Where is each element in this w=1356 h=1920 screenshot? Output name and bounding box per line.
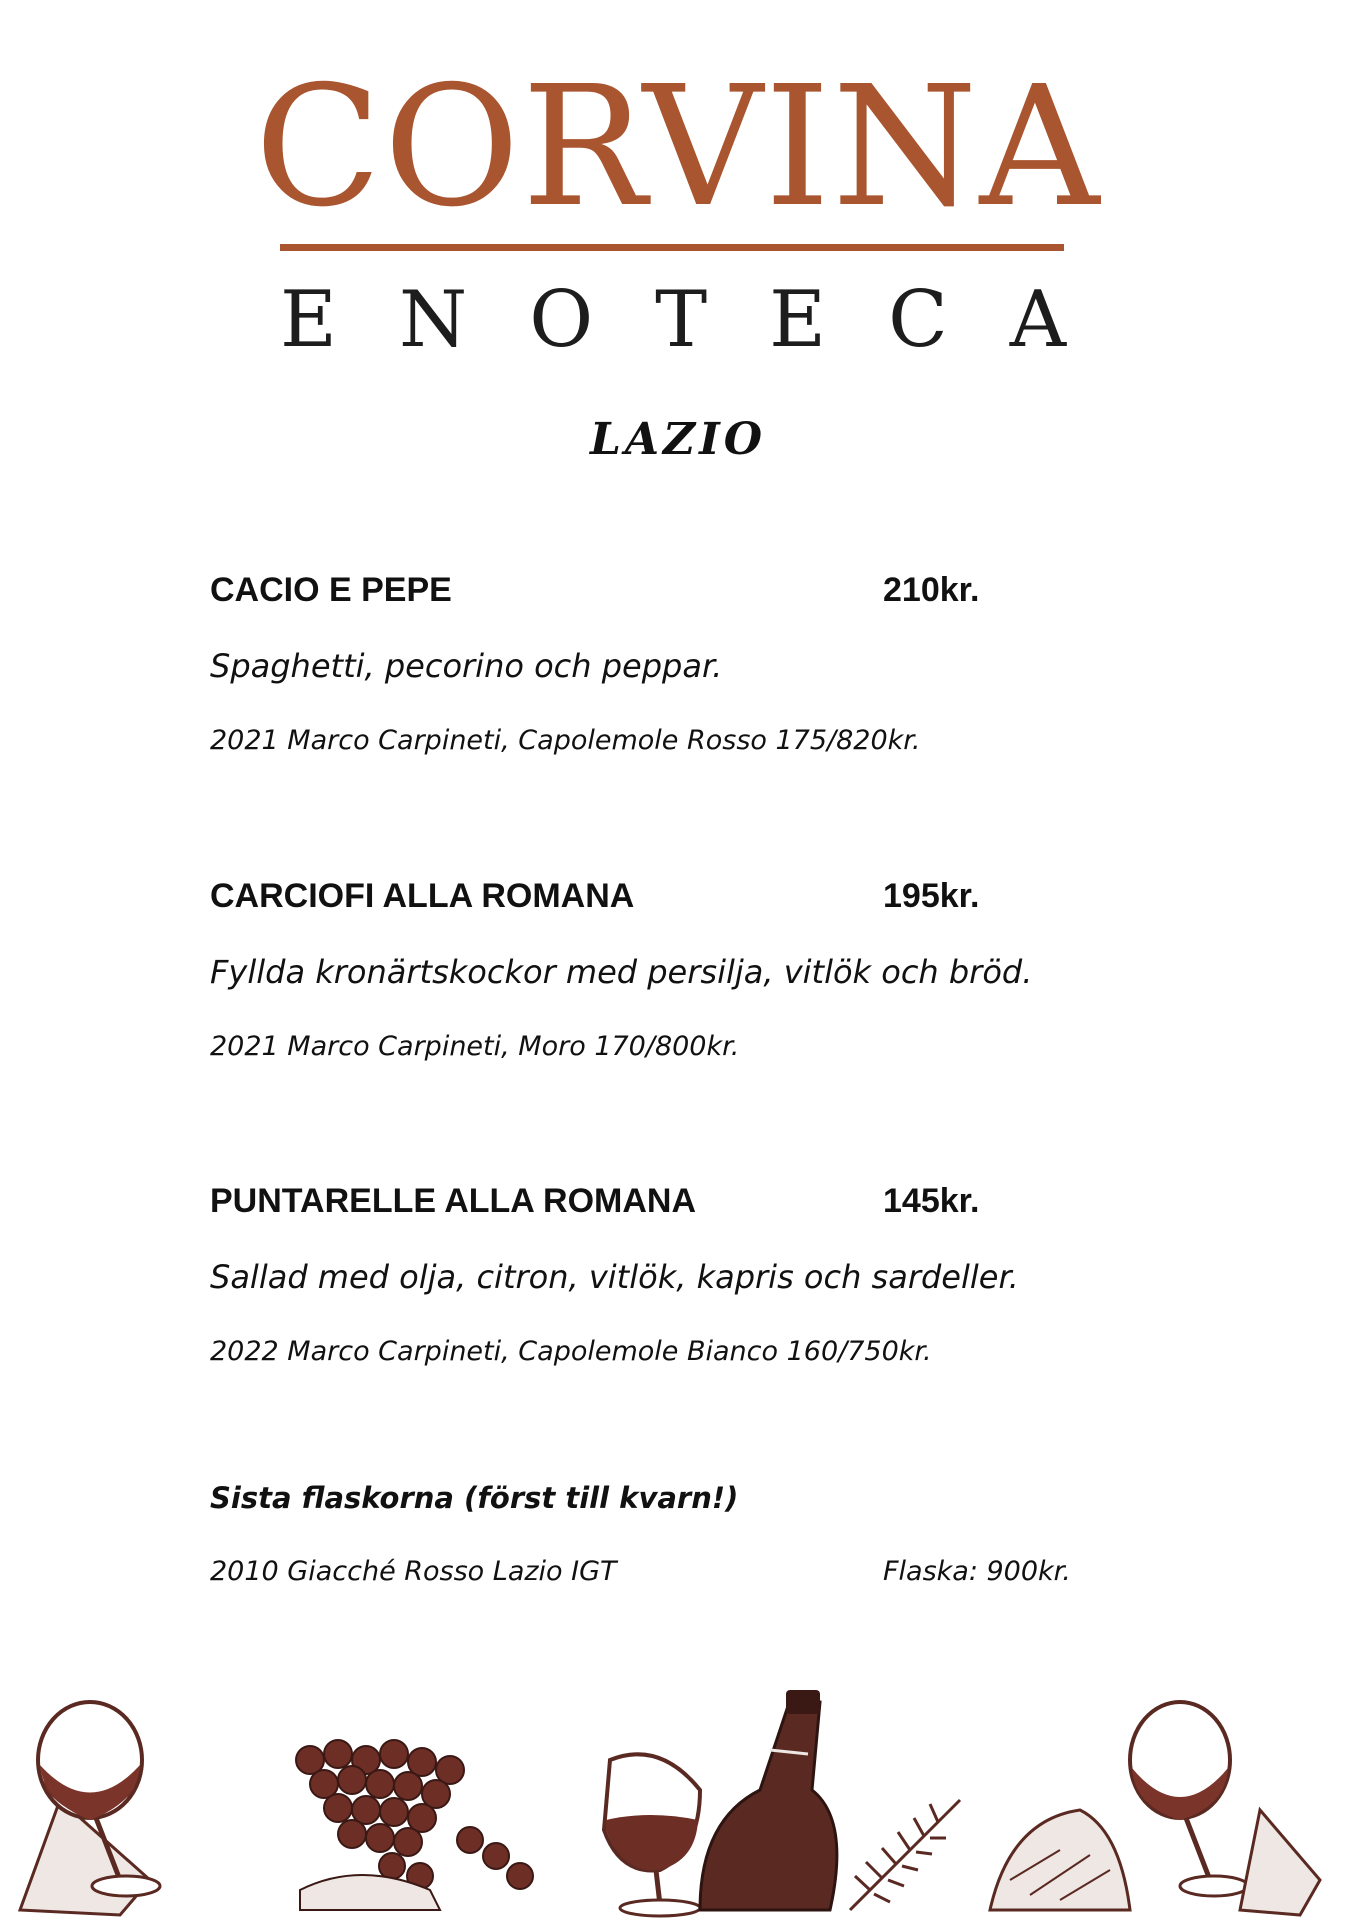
logo-rule	[280, 244, 1064, 251]
dish-description: Sallad med olja, citron, vitlök, kapris och sardeller.	[210, 1258, 1019, 1296]
region-title: LAZIO	[589, 414, 767, 465]
dish-price: 195kr.	[883, 877, 980, 915]
logo-name: CORVINA	[254, 51, 1102, 244]
wine-pairing: 2021 Marco Carpineti, Capolemole Rosso 175/820kr.	[210, 725, 921, 756]
last-bottles-title: Sista flaskorna (först till kvarn!)	[210, 1481, 739, 1515]
dish-name: CARCIOFI ALLA ROMANA	[210, 877, 635, 915]
last-bottles-wine: 2010 Giacché Rosso Lazio IGT	[210, 1556, 617, 1587]
dish-name: PUNTARELLE ALLA ROMANA	[210, 1182, 697, 1220]
last-bottles-price: Flaska: 900kr.	[883, 1556, 1071, 1587]
rosemary-icon	[850, 1800, 960, 1910]
dish-price: 145kr.	[883, 1182, 980, 1220]
dish-name: CACIO E PEPE	[210, 571, 452, 609]
cheese-icon	[990, 1810, 1130, 1910]
footer-illustration	[0, 1680, 1356, 1920]
grapes-icon	[296, 1740, 533, 1910]
wine-glass-icon	[20, 1702, 160, 1915]
dish-description: Spaghetti, pecorino och peppar.	[210, 647, 723, 685]
wine-pairing: 2021 Marco Carpineti, Moro 170/800kr.	[210, 1031, 740, 1062]
logo-subtitle: ENOTECA	[280, 275, 1129, 365]
wine-bottle-icon	[700, 1690, 837, 1910]
dish-description: Fyllda kronärtskockor med persilja, vitlök och bröd.	[210, 953, 1033, 991]
wine-pairing: 2022 Marco Carpineti, Capolemole Bianco 160/750kr.	[210, 1336, 932, 1367]
wine-glass-icon	[1130, 1702, 1320, 1915]
wine-glass-icon	[604, 1754, 700, 1916]
dish-price: 210kr.	[883, 571, 980, 609]
